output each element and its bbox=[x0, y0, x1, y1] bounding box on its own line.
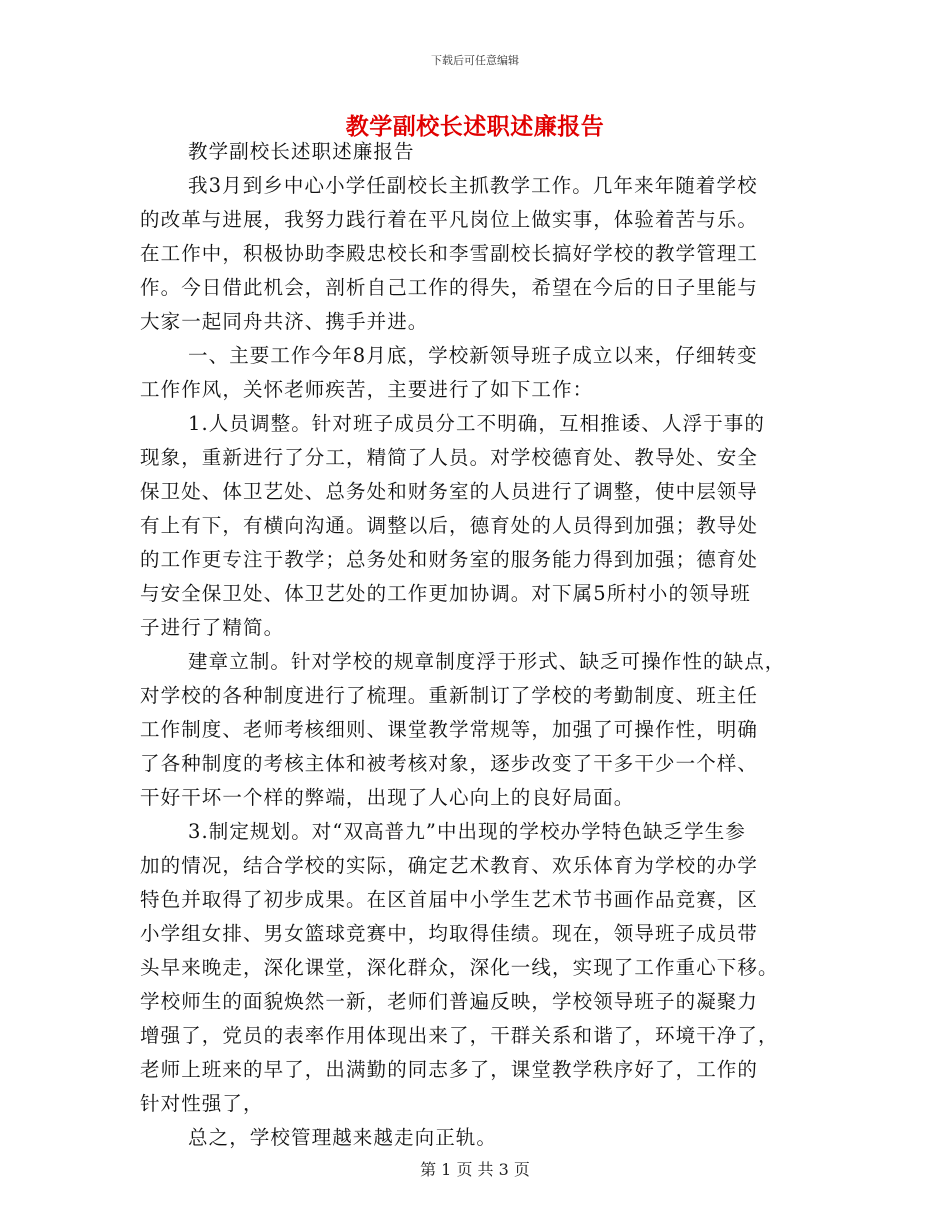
body-line: 增强了，党员的表率作用体现出来了，干群关系和谐了，环境干净了， bbox=[140, 1024, 779, 1047]
body-line: 了各种制度的考核主体和被考核对象，逐步改变了干多干少一个样、 bbox=[140, 752, 759, 775]
body-line: 保卫处、体卫艺处、总务处和财务室的人员进行了调整，使中层领导 bbox=[140, 480, 759, 503]
body-line: 1.人员调整。针对班子成员分工不明确，互相推诿、人浮于事的 bbox=[188, 412, 766, 435]
body-line: 3.制定规划。对“双高普九”中出现的学校办学特色缺乏学生参 bbox=[188, 820, 746, 843]
body-line: 干好干坏一个样的弊端，出现了人心向上的良好局面。 bbox=[140, 786, 635, 809]
body-line: 头早来晚走，深化课堂，深化群众，深化一线，实现了工作重心下移。 bbox=[140, 956, 779, 979]
body-line: 老师上班来的早了，出满勤的同志多了，课堂教学秩序好了，工作的 bbox=[140, 1058, 759, 1081]
body-line: 特色并取得了初步成果。在区首届中小学生艺术节书画作品竞赛，区 bbox=[140, 888, 759, 911]
body-line: 我3月到乡中心小学任副校长主抓教学工作。几年来年随着学校 bbox=[188, 174, 758, 197]
body-line: 与安全保卫处、体卫艺处的工作更加协调。对下属5所村小的领导班 bbox=[140, 582, 751, 605]
body-line: 教学副校长述职述廉报告 bbox=[188, 140, 415, 163]
body-line: 小学组女排、男女篮球竞赛中，均取得佳绩。现在，领导班子成员带 bbox=[140, 922, 759, 945]
body-line: 在工作中，积极协助李殿忠校长和李雪副校长搞好学校的教学管理工 bbox=[140, 242, 759, 265]
body-line: 大家一起同舟共济、携手并进。 bbox=[140, 310, 429, 333]
document-body bbox=[140, 135, 800, 1155]
body-line: 现象，重新进行了分工，精简了人员。对学校德育处、教导处、安全 bbox=[140, 446, 759, 469]
document-title: 教学副校长述职述廉报告 bbox=[345, 113, 605, 140]
body-line: 作。今日借此机会，剖析自己工作的得失，希望在今后的日子里能与 bbox=[140, 276, 759, 299]
body-line: 学校师生的面貌焕然一新，老师们普遍反映，学校领导班子的凝聚力 bbox=[140, 990, 759, 1013]
header-note: 下载后可任意编辑 bbox=[431, 54, 519, 67]
body-line: 加的情况，结合学校的实际，确定艺术教育、欢乐体育为学校的办学 bbox=[140, 854, 759, 877]
body-line: 建章立制。针对学校的规章制度浮于形式、缺乏可操作性的缺点， bbox=[188, 650, 786, 673]
body-line: 对学校的各种制度进行了梳理。重新制订了学校的考勤制度、班主任 bbox=[140, 684, 759, 707]
body-line: 有上有下，有横向沟通。调整以后，德育处的人员得到加强；教导处 bbox=[140, 514, 759, 537]
page-footer: 第 1 页 共 3 页 bbox=[420, 1160, 530, 1179]
body-line: 总之，学校管理越来越走向正轨。 bbox=[188, 1126, 498, 1149]
body-line: 的改革与进展，我努力践行着在平凡岗位上做实事，体验着苦与乐。 bbox=[140, 208, 759, 231]
body-line: 一、主要工作今年8月底，学校新领导班子成立以来，仔细转变 bbox=[188, 344, 758, 367]
body-line: 的工作更专注于教学；总务处和财务室的服务能力得到加强；德育处 bbox=[140, 548, 759, 571]
body-line: 工作作风，关怀老师疾苦，主要进行了如下工作： bbox=[140, 378, 594, 401]
body-line: 子进行了精简。 bbox=[140, 616, 285, 639]
body-line: 工作制度、老师考核细则、课堂教学常规等，加强了可操作性，明确 bbox=[140, 718, 759, 741]
body-line: 针对性强了， bbox=[140, 1092, 264, 1115]
